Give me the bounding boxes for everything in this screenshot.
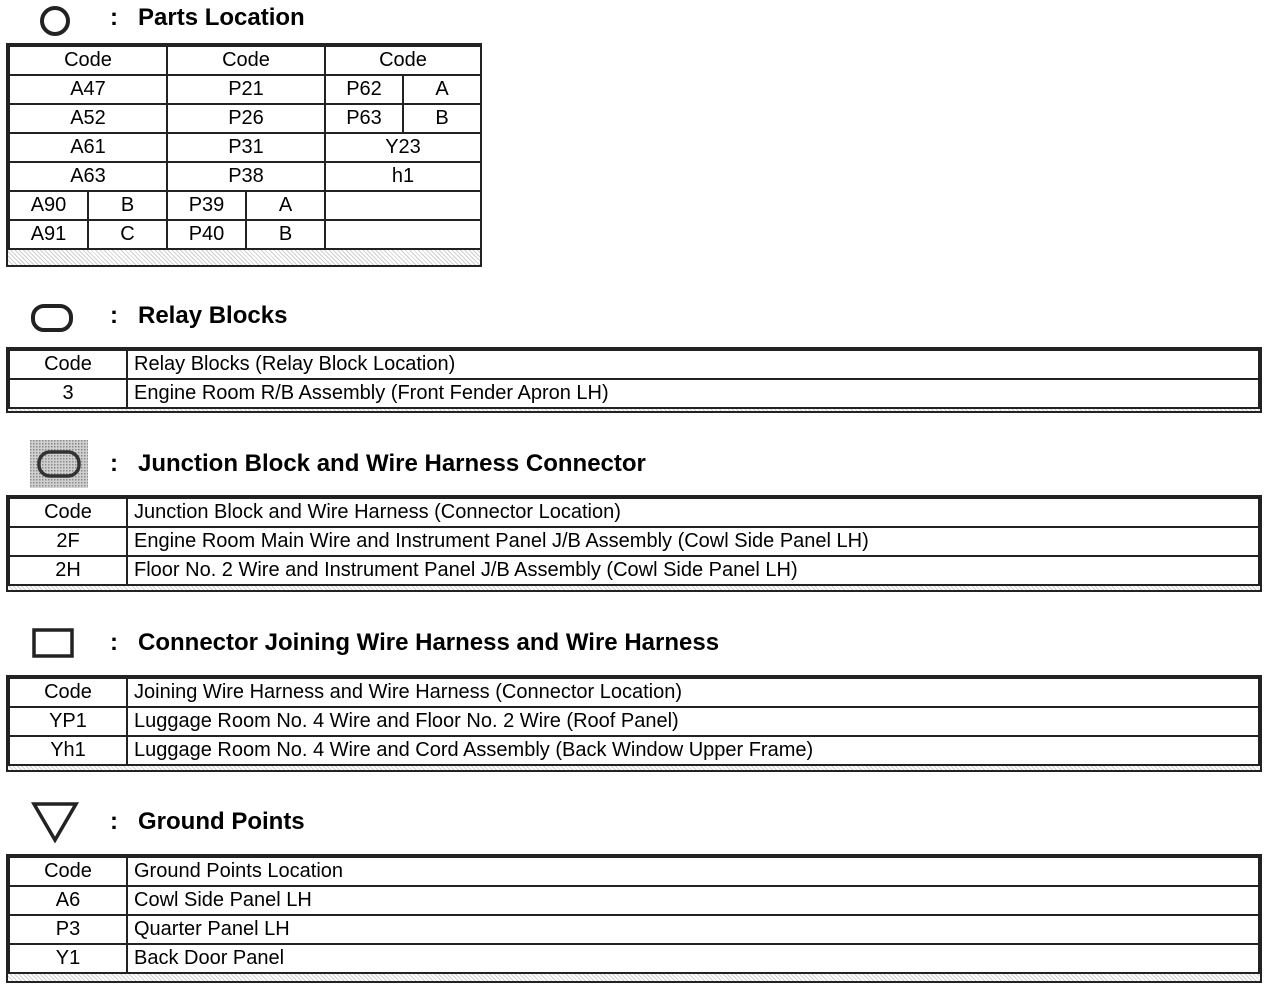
cell-description: Engine Room Main Wire and Instrument Panel J/B Assembly (Cowl Side Panel LH)	[127, 527, 1259, 556]
cell: P39	[167, 191, 246, 220]
table-row	[9, 527, 1259, 556]
parts-location-colon: :	[110, 4, 118, 31]
header-description: Joining Wire Harness and Wire Harness (Connector Location)	[127, 678, 1259, 707]
table-row	[9, 75, 481, 104]
cell-code: Yh1	[9, 736, 127, 765]
relay-blocks-colon: :	[110, 302, 118, 329]
table-row	[9, 498, 1259, 527]
cell-code: A6	[9, 886, 127, 915]
empty-cell	[325, 220, 481, 249]
header-code: Code	[9, 350, 127, 379]
header-description: Junction Block and Wire Harness (Connector Location)	[127, 498, 1259, 527]
cell: h1	[325, 162, 481, 191]
junction-block-colon: :	[110, 450, 118, 477]
cell: P31	[167, 133, 325, 162]
table-row	[9, 46, 481, 75]
cell-description: Floor No. 2 Wire and Instrument Panel J/B Assembly (Cowl Side Panel LH)	[127, 556, 1259, 585]
table-row	[9, 944, 1259, 973]
cell: P63	[325, 104, 403, 133]
triangle-down-icon	[30, 800, 80, 844]
cell-description: Cowl Side Panel LH	[127, 886, 1259, 915]
header-code: Code	[9, 678, 127, 707]
connector-joining-table	[8, 677, 1260, 766]
cell: A91	[9, 220, 88, 249]
table-row	[9, 707, 1259, 736]
cell: A	[246, 191, 325, 220]
square-icon	[32, 628, 74, 658]
header-code-1: Code	[9, 46, 167, 75]
cell-code: 2H	[9, 556, 127, 585]
cell-code: P3	[9, 915, 127, 944]
cell-description: Luggage Room No. 4 Wire and Floor No. 2 Wire (Roof Panel)	[127, 707, 1259, 736]
cell: A47	[9, 75, 167, 104]
cell: P21	[167, 75, 325, 104]
junction-block-table	[8, 497, 1260, 586]
table-row	[9, 556, 1259, 585]
cell: A63	[9, 162, 167, 191]
cell: B	[88, 191, 167, 220]
cell: A90	[9, 191, 88, 220]
cell-code: 2F	[9, 527, 127, 556]
cell: P40	[167, 220, 246, 249]
relay-blocks-title: Relay Blocks	[138, 302, 288, 329]
cell-description: Back Door Panel	[127, 944, 1259, 973]
cell-description: Engine Room R/B Assembly (Front Fender Apron LH)	[127, 379, 1259, 408]
header-description: Ground Points Location	[127, 857, 1259, 886]
junction-block-title: Junction Block and Wire Harness Connector	[138, 450, 646, 477]
cell: B	[246, 220, 325, 249]
cell: A	[403, 75, 481, 104]
ground-points-colon: :	[110, 808, 118, 835]
table-row	[9, 736, 1259, 765]
ground-points-title: Ground Points	[138, 808, 305, 835]
cell-code: 3	[9, 379, 127, 408]
table-row	[9, 857, 1259, 886]
relay-blocks-table	[8, 349, 1260, 409]
header-code-3: Code	[325, 46, 481, 75]
table-row	[9, 162, 481, 191]
cell-code: Y1	[9, 944, 127, 973]
shaded-rounded-rect-icon	[30, 440, 88, 488]
rounded-rect-icon	[30, 303, 74, 333]
cell: P26	[167, 104, 325, 133]
table-row	[9, 191, 481, 220]
header-code-2: Code	[167, 46, 325, 75]
connector-joining-title: Connector Joining Wire Harness and Wire Harness	[138, 629, 720, 656]
ground-points-table	[8, 856, 1260, 974]
header-code: Code	[9, 498, 127, 527]
cell-description: Quarter Panel LH	[127, 915, 1259, 944]
table-row	[9, 104, 481, 133]
table-row	[9, 350, 1259, 379]
cell: A61	[9, 133, 167, 162]
cell: B	[403, 104, 481, 133]
cell-code: YP1	[9, 707, 127, 736]
table-row	[9, 886, 1259, 915]
parts-location-title: Parts Location	[138, 4, 305, 31]
cell: C	[88, 220, 167, 249]
cell: P62	[325, 75, 403, 104]
header-description: Relay Blocks (Relay Block Location)	[127, 350, 1259, 379]
empty-cell	[325, 191, 481, 220]
table-row	[9, 133, 481, 162]
parts-location-table	[8, 45, 482, 250]
table-row	[9, 915, 1259, 944]
cell-description: Luggage Room No. 4 Wire and Cord Assembly (Back Window Upper Frame)	[127, 736, 1259, 765]
cell: Y23	[325, 133, 481, 162]
table-row	[9, 220, 481, 249]
cell: P38	[167, 162, 325, 191]
table-row	[9, 678, 1259, 707]
header-code: Code	[9, 857, 127, 886]
circle-icon	[38, 4, 72, 38]
connector-joining-colon: :	[110, 629, 118, 656]
table-row	[9, 379, 1259, 408]
cell: A52	[9, 104, 167, 133]
